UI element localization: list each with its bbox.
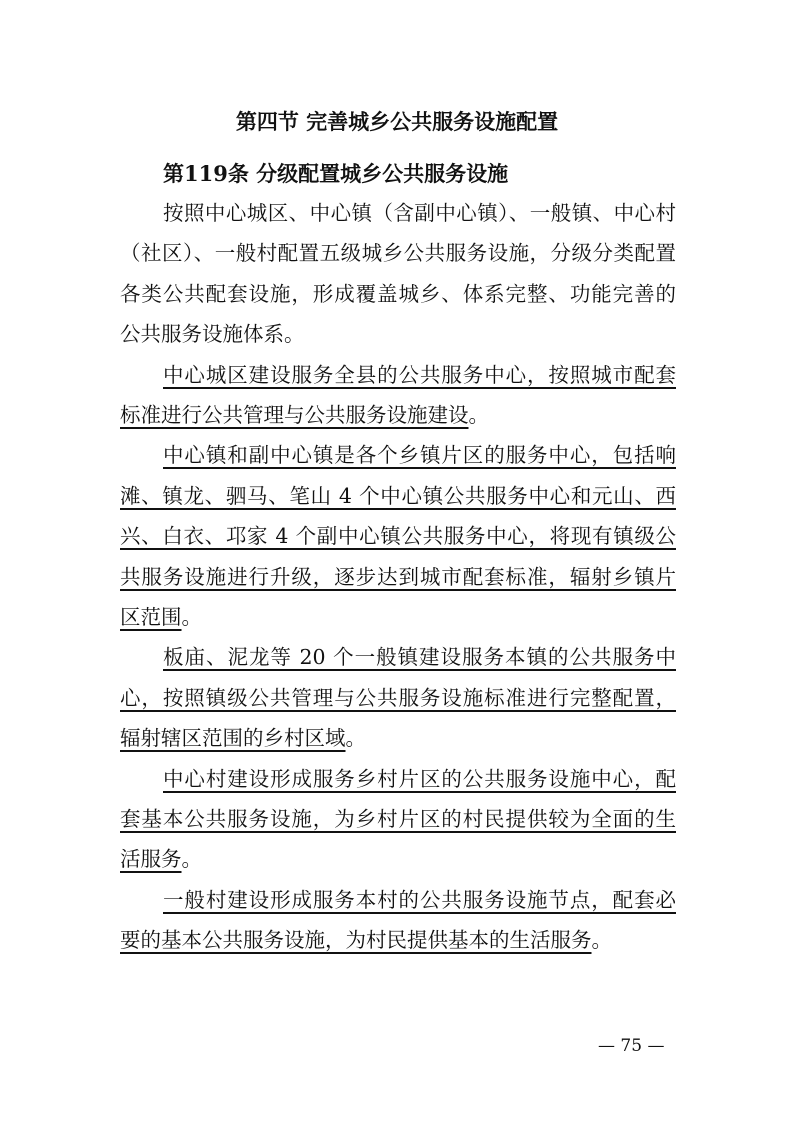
- underlined-text: 活服务: [120, 847, 182, 872]
- paragraph-line: [163, 199, 676, 227]
- plain-text: 。: [181, 605, 202, 629]
- paragraph-line: [120, 522, 676, 550]
- paragraph-line: [120, 320, 676, 348]
- paragraph-line: [120, 603, 676, 631]
- paragraph-line: [120, 724, 676, 752]
- paragraph-line: [120, 926, 676, 954]
- paragraph-line: [120, 845, 676, 873]
- underlined-text: 共服务设施进行升级，逐步达到城市配套标准，辐射乡镇片: [120, 564, 676, 589]
- paragraph-line: [120, 401, 676, 429]
- paragraph-line: [120, 805, 676, 833]
- underlined-text: 中心镇和副中心镇是各个乡镇片区的服务中心，包括响: [163, 443, 676, 468]
- plain-text: （社区）、一般村配置五级城乡公共服务设施，分级分类配置: [120, 241, 676, 266]
- paragraph-line: [120, 563, 676, 591]
- underlined-text: 标准进行公共管理与公共服务设施建设: [120, 403, 469, 427]
- plain-text: 。: [345, 726, 366, 751]
- underlined-text: 要的基本公共服务设施，为村民提供基本的生活服务: [120, 928, 592, 953]
- paragraph-line: [163, 886, 676, 914]
- article-heading: 第119条 分级配置城乡公共服务设施: [163, 161, 509, 186]
- plain-text: 各类公共配套设施，形成覆盖城乡、体系完整、功能完善的: [120, 281, 676, 306]
- paragraph-line: [163, 441, 676, 469]
- underlined-text: 板庙、泥龙等 20 个一般镇建设服务本镇的公共服务中: [163, 645, 676, 670]
- section-title: 第四节 完善城乡公共服务设施配置: [235, 109, 559, 134]
- paragraph-line: [163, 361, 676, 389]
- underlined-text: 中心城区建设服务全县的公共服务中心，按照城市配套: [163, 362, 676, 387]
- paragraph-line: [163, 643, 676, 671]
- paragraph-line: [120, 280, 676, 308]
- page-number: — 75 —: [598, 1036, 665, 1056]
- underlined-text: 一般村建设形成服务本村的公共服务设施节点，配套必: [163, 887, 676, 912]
- underlined-text: 中心村建设形成服务乡村片区的公共服务设施中心，配: [163, 766, 676, 791]
- paragraph-line: [163, 765, 676, 793]
- plain-text: 按照中心城区、中心镇（含副中心镇）、一般镇、中心村: [163, 201, 676, 225]
- paragraph-line: [120, 482, 676, 510]
- underlined-text: 滩、镇龙、驷马、笔山 4 个中心镇公共服务中心和元山、西: [120, 483, 676, 508]
- plain-text: 。: [591, 928, 612, 953]
- paragraph-line: [120, 684, 676, 712]
- plain-text: 。: [181, 847, 202, 872]
- paragraph-line: [120, 239, 676, 267]
- underlined-text: 区范围: [120, 605, 182, 629]
- plain-text: 公共服务设施体系。: [120, 322, 305, 347]
- underlined-text: 心，按照镇级公共管理与公共服务设施标准进行完整配置，: [120, 685, 676, 710]
- plain-text: 。: [468, 403, 489, 427]
- underlined-text: 兴、白衣、邛家 4 个副中心镇公共服务中心，将现有镇级公: [120, 524, 676, 549]
- underlined-text: 套基本公共服务设施，为乡村片区的村民提供较为全面的生: [120, 807, 676, 831]
- underlined-text: 辐射辖区范围的乡村区域: [120, 726, 346, 751]
